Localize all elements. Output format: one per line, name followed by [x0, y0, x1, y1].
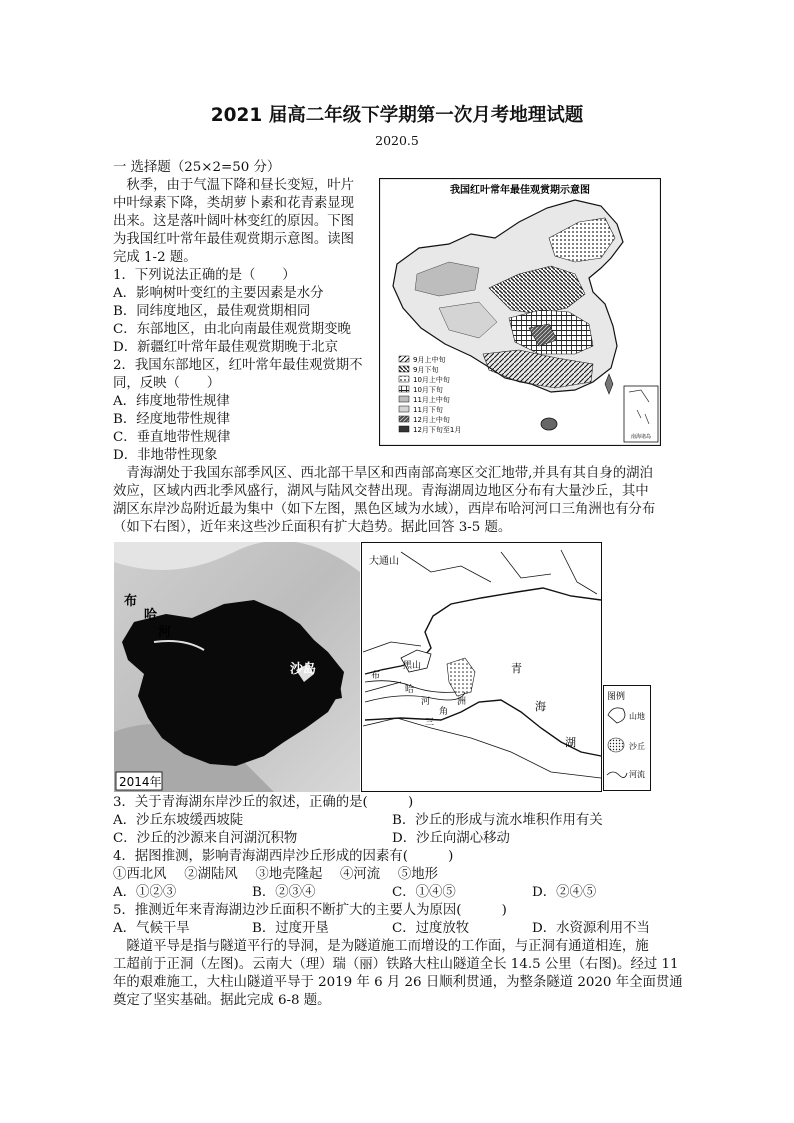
photo-year: 2014年: [119, 775, 162, 789]
legend-label: 10月上中旬: [413, 376, 450, 384]
legend-label: 10月下旬: [413, 386, 443, 394]
intro3-line: 奠定了坚实基础。据此完成 6-8 题。: [113, 993, 331, 1008]
intro1-line: 出来。这是落叶阔叶林变红的原因。下图: [113, 214, 355, 229]
q3-option-d[interactable]: D．沙丘向湖心移动: [392, 831, 510, 846]
map2-legend: [603, 685, 651, 791]
delta-label: 三: [425, 718, 435, 728]
q3-option-b[interactable]: B．沙丘的形成与流水堆积作用有关: [392, 813, 603, 828]
hill-label: 黑山: [403, 661, 422, 671]
q2-option-d[interactable]: D．非地带性现象: [113, 448, 218, 463]
delta-label: 哈: [405, 685, 415, 695]
lake-label: 海: [535, 700, 546, 713]
intro2-line: 青海湖处于我国东部季风区、西北部干旱区和西南部高寒区交汇地带,并具有其自身的湖泊: [113, 466, 653, 481]
q2-stem: 同，反映（ ）: [113, 376, 221, 391]
mountain-label: 大通山: [369, 556, 399, 567]
legend-label: 12月上中旬: [413, 416, 450, 424]
q5-option-d[interactable]: D．水资源利用不当: [532, 921, 650, 936]
q4-option-c[interactable]: C．①④⑤: [392, 885, 456, 900]
q3-stem: 3．关于青海湖东岸沙丘的叙述，正确的是( ): [113, 795, 414, 810]
intro1-line: 完成 1-2 题。: [113, 250, 197, 265]
q3-option-c[interactable]: C．沙丘的沙源来自河湖沉积物: [113, 831, 298, 846]
legend-label: 12月下旬至1月: [413, 426, 462, 434]
q4-option-d[interactable]: D．②④⑤: [532, 885, 597, 900]
q3-option-a[interactable]: A．沙丘东坡缓西坡陡: [113, 813, 244, 828]
qinghai-lake-map: [361, 542, 602, 792]
legend-label: 河流: [629, 770, 645, 779]
q2-option-c[interactable]: C．垂直地带性规律: [113, 430, 231, 445]
legend-label: 沙丘: [629, 742, 645, 751]
intro2-line: 湖区东岸沙岛附近最为集中（如下左图，黑色区域为水域），西岸布哈河河口三角洲也有分布: [113, 502, 656, 517]
lake-label: 湖: [565, 736, 576, 749]
legend-label: 9月下旬: [413, 366, 439, 374]
q4-stem: 4．据图推测，影响青海湖西岸沙丘形成的因素有( ): [113, 849, 454, 864]
q4-option-a[interactable]: A．①②③: [113, 885, 177, 900]
lake-label: 青: [511, 662, 522, 675]
q2-stem: 2．我国东部地区，红叶常年最佳观赏期不: [113, 358, 363, 373]
q1-option-b[interactable]: B．同纬度地区，最佳观赏期相同: [113, 304, 311, 319]
q2-option-a[interactable]: A．纬度地带性规律: [113, 394, 230, 409]
legend-label: 9月上中旬: [413, 356, 446, 364]
intro2-line: 效应，区域内西北季风盛行，湖风与陆风交替出现。青海湖周边地区分布有大量沙丘，其中: [113, 484, 649, 499]
q5-stem: 5．推测近年来青海湖边沙丘面积不断扩大的主要人为原因( ): [113, 903, 507, 918]
intro3-line: 工超前于正洞（左图)。云南大（理）瑞（丽）铁路大柱山隧道全长 14.5 公里（右图)。经过 11: [113, 957, 679, 972]
legend-title: 图例: [607, 692, 626, 702]
q5-option-a[interactable]: A．气候干旱: [113, 921, 190, 936]
delta-label: 角: [439, 707, 449, 717]
q5-option-c[interactable]: C．过度放牧: [392, 921, 470, 936]
q5-option-b[interactable]: B．过度开垦: [252, 921, 329, 936]
island-label: 沙岛: [290, 662, 317, 677]
q1-option-d[interactable]: D．新疆红叶常年最佳观赏期晚于北京: [113, 340, 338, 355]
intro3-line: 隧道平导是指与隧道平行的导洞，是为隧道施工而增设的工作面，与正洞有通道相连，施: [113, 939, 649, 954]
intro2-line: （如下右图），近年来这些沙丘面积有扩大趋势。据此回答 3-5 题。: [113, 520, 512, 535]
map1-title: 我国红叶常年最佳观赏期示意图: [450, 185, 590, 196]
legend-label: 11月上中旬: [413, 396, 450, 404]
delta-label: 河: [421, 697, 431, 707]
river-label: 河: [158, 625, 172, 640]
q4-factors: ①西北风 ②湖陆风 ③地壳隆起 ④河流 ⑤地形: [113, 867, 439, 882]
intro3-line: 年的艰难施工，大柱山隧道平导于 2019 年 6 月 26 日顺利贯通，为整条隧道 2020 年全面贯通: [113, 975, 683, 990]
q1-option-a[interactable]: A．影响树叶变红的主要因素是水分: [113, 286, 324, 301]
satellite-photo: [114, 542, 360, 792]
exam-date: 2020.5: [375, 133, 419, 148]
river-label: 布: [124, 594, 138, 609]
red-leaf-map: [379, 178, 661, 446]
q1-stem: 1．下列说法正确的是（ ）: [113, 268, 296, 283]
q1-option-c[interactable]: C．东部地区，由北向南最佳观赏期变晚: [113, 322, 351, 337]
inset-label: 南海诸岛: [630, 434, 652, 440]
intro1-line: 为我国红叶常年最佳观赏期示意图。读图: [113, 232, 355, 247]
legend-label: 11月下旬: [413, 406, 443, 414]
page-title: 2021 届高二年级下学期第一次月考地理试题: [210, 105, 584, 126]
section-heading: 一 选择题（25×2=50 分）: [113, 160, 281, 175]
delta-label: 洲: [457, 697, 467, 707]
river-label: 哈: [144, 608, 158, 623]
intro1-line: 秋季，由于气温下降和昼长变短，叶片: [113, 178, 355, 193]
q2-option-b[interactable]: B．经度地带性规律: [113, 412, 230, 427]
q4-option-b[interactable]: B．②③④: [252, 885, 316, 900]
intro1-line: 中叶绿素下降，类胡萝卜素和花青素显现: [113, 196, 355, 211]
legend-label: 山地: [629, 712, 645, 721]
delta-label: 布: [371, 671, 381, 681]
